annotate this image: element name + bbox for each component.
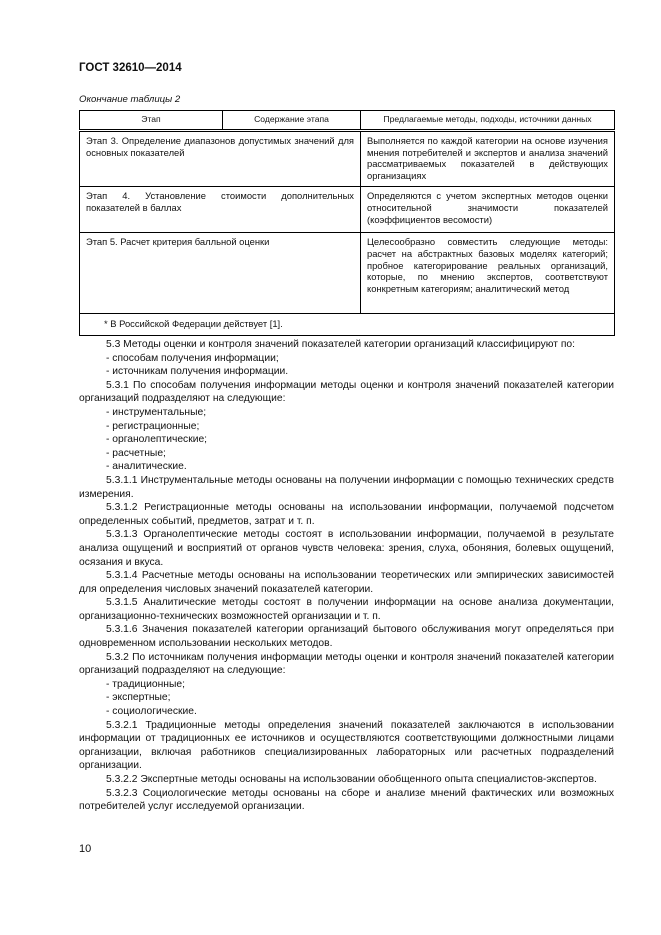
body-text bbox=[79, 338, 614, 814]
page-number: 10 bbox=[79, 843, 92, 855]
paragraph: 5.3.1.1 Инструментальные методы основаны на получении информации с помощью технических средств измерения. bbox=[79, 474, 614, 500]
column-header: Предлагаемые методы, подходы, источники данных bbox=[361, 111, 615, 131]
paragraph: 5.3.1.2 Регистрационные методы основаны на использовании информации, получаемой подсчетом определенных событий, предметов, затрат и т. п. bbox=[79, 502, 614, 527]
stages-table bbox=[79, 110, 614, 336]
list-item: - расчетные; bbox=[106, 447, 166, 459]
table-header-row bbox=[80, 111, 615, 131]
methods-cell: Определяются с учетом экспертных методов оценки относительной значимости показателей (коэффициентов весомости) bbox=[361, 186, 615, 232]
list-item: - органолептические; bbox=[106, 434, 208, 446]
methods-cell: Выполняется по каждой категории на основе изучения мнения потребителей и экспертов и анализа значений рассматриваемых показателей в действующих организациях bbox=[361, 130, 615, 186]
paragraph: 5.3.2 По источникам получения информации методы оценки и контроля значений показателей категории организаций подразделяют на следующие: bbox=[79, 651, 614, 677]
stage-cell: Этап 3. Определение диапазонов допустимых значений для основных показателей bbox=[80, 130, 361, 186]
table-caption: Окончание таблицы 2 bbox=[79, 94, 181, 105]
list-item: - социологические. bbox=[106, 706, 197, 718]
paragraph: 5.3.1.6 Значения показателей категории организаций бытового обслуживания могут определяться при одновременном использовании нескольких методов. bbox=[79, 624, 614, 650]
paragraph: 5.3.2.3 Социологические методы основаны на сборе и анализе мнений фактических или возможных потребителей услуг исследуемой организации. bbox=[79, 787, 614, 813]
list-item: - традиционные; bbox=[106, 678, 185, 690]
column-header: Этап bbox=[80, 111, 223, 131]
paragraph: 5.3.1.3 Органолептические методы состоят в использовании информации, получаемой в результате анализа ощущений и восприятий от органов чувств человека: зрения, слуха, обоняния, болевых ощущений, осязания и вкуса. bbox=[79, 529, 614, 568]
standard-code: ГОСТ 32610—2014 bbox=[79, 62, 182, 74]
paragraph: 5.3.1.4 Расчетные методы основаны на использовании теоретических или эмпирических зависимостей для определения числовых значений показателей категории. bbox=[79, 570, 614, 595]
list-item: - регистрационные; bbox=[106, 420, 200, 432]
stage-cell: Этап 5. Расчет критерия балльной оценки bbox=[80, 232, 361, 313]
paragraph: 5.3.1 По способам получения информации методы оценки и контроля значений показателей категории организаций подразделяют на следующие: bbox=[79, 379, 614, 405]
paragraph: 5.3.1.5 Аналитические методы состоят в получении информации на основе анализа документации, организационно-технических возможностей организации и т. п. bbox=[79, 597, 614, 622]
list-item: - аналитические. bbox=[106, 461, 187, 473]
column-header: Содержание этапа bbox=[223, 111, 361, 131]
table-footnote-row bbox=[80, 313, 615, 335]
paragraph: 5.3 Методы оценки и контроля значений показателей категории организаций классифицируют по: bbox=[106, 339, 575, 350]
list-item: - инструментальные; bbox=[106, 406, 207, 418]
list-item: - источникам получения информации. bbox=[106, 366, 289, 378]
paragraph: 5.3.2.1 Традиционные методы определения значений показателей заключаются в использовании информации от традиционных ее источников и осуществляются соответствующими должностными лицами организации, включая работников специализированных лабораторных или расчетных подразделений организации. bbox=[79, 719, 614, 772]
list-item: - способам получения информации; bbox=[106, 352, 279, 364]
stage-cell: Этап 4. Установление стоимости дополнительных показателей в баллах bbox=[80, 186, 361, 232]
table-row bbox=[80, 232, 615, 313]
paragraph: 5.3.2.2 Экспертные методы основаны на использовании обобщенного опыта специалистов-экспертов. bbox=[106, 774, 597, 785]
table-row bbox=[80, 186, 615, 232]
list-item: - экспертные; bbox=[106, 692, 171, 704]
methods-cell: Целесообразно совместить следующие методы: расчет на абстрактных базовых моделях категорий; пробное категорирование реальных организаций, которые, по мнению экспертов, соответствуют конкретным категориям; аналитический метод bbox=[361, 232, 615, 313]
table-footnote: * В Российской Федерации действует [1]. bbox=[80, 313, 615, 335]
table-row bbox=[80, 130, 615, 186]
